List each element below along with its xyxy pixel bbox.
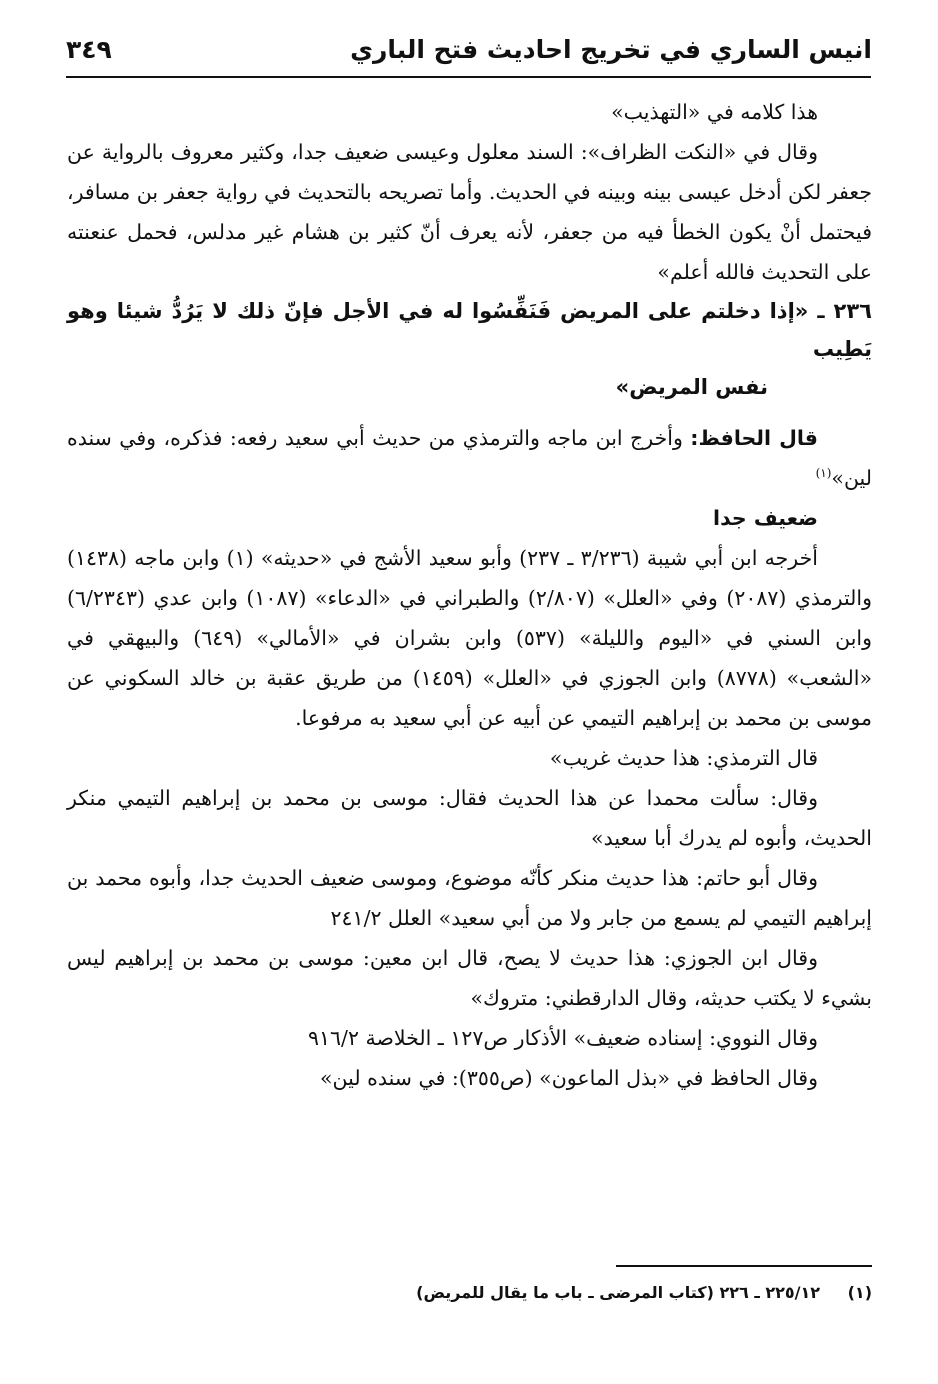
paragraph-hafiz bbox=[67, 418, 872, 498]
hafiz-label: قال الحافظ: bbox=[690, 426, 818, 450]
footnote-reference: (١) bbox=[815, 466, 832, 481]
footnote bbox=[67, 1280, 872, 1306]
hadith-number: ٢٣٦ ـ bbox=[817, 299, 872, 323]
paragraph-nawawi: وقال النووي: إسناده ضعيف» الأذكار ص١٢٧ ـ الخلاصة ٩١٦/٢ bbox=[308, 1026, 818, 1050]
header-divider bbox=[66, 76, 871, 78]
footnote-divider bbox=[616, 1265, 872, 1267]
paragraph-ibn-jawzi: وقال ابن الجوزي: هذا حديث لا يصح، قال ابن معين: موسى بن محمد بن إبراهيم ليس بشيء لا يكتب حديثه، وقال الدارقطني: متروك» bbox=[67, 946, 872, 1010]
page-number: ٣٤٩ bbox=[66, 35, 112, 64]
paragraph-bukhari-opinion: وقال: سألت محمدا عن هذا الحديث فقال: موسى بن محمد بن إبراهيم التيمي منكر الحديث، وأبوه لم يدرك أبا سعيد» bbox=[67, 786, 872, 850]
paragraph-nukat-quote: وقال في «النكت الظراف»: السند معلول وعيسى ضعيف جدا، وكثير معروف بالرواية عن جعفر لكن أدخل عيسى بينه وبينه في الحديث. وأما تصريحه بالتحديث في رواية جعفر بن مسافر، فيحتمل أنْ يكون الخطأ فيه من جعفر، لأنه يعرف أنّ كثير بن هشام غير مدلس، فحمل عنعنته على التحديث فالله أعلم» bbox=[67, 140, 872, 284]
hadith-line-2: نفس المريض» bbox=[615, 375, 768, 399]
hadith-text bbox=[67, 292, 872, 406]
paragraph-tirmidhi: قال الترمذي: هذا حديث غريب» bbox=[549, 746, 818, 770]
hafiz-text: وأخرج ابن ماجه والترمذي من حديث أبي سعيد رفعه: فذكره، وفي سنده لين» bbox=[67, 426, 872, 490]
footnote-number: (١) bbox=[847, 1283, 872, 1302]
paragraph-takhrij: أخرجه ابن أبي شيبة (٣/٢٣٦ ـ ٢٣٧) وأبو سعيد الأشج في «حديثه» (١) وابن ماجه (١٤٣٨) والترمذي (٢٠٨٧) وفي «العلل» (٢/٨٠٧) والطبراني في «الدعاء» (١٠٨٧) وابن عدي (٦/٢٣٤٣) وابن السني في «اليوم والليلة» (٥٣٧) وابن بشران في «الأمالي» (٦٤٩) والبيهقي في «الشعب» (٨٧٧٨) وابن الجوزي في «العلل» (١٤٥٩) من طريق عقبة بن خالد السكوني عن موسى بن محمد بن إبراهيم التيمي عن أبيه عن أبي سعيد به مرفوعا. bbox=[67, 546, 872, 730]
running-header-title: انيس الساري في تخريج احاديث فتح الباري bbox=[350, 35, 872, 64]
hadith-grade: ضعيف جدا bbox=[713, 506, 818, 530]
paragraph-abu-hatim: وقال أبو حاتم: هذا حديث منكر كأنّه موضوع، وموسى ضعيف الحديث جدا، وأبوه محمد بن إبراهيم التيمي لم يسمع من جابر ولا من أبي سعيد» العلل ٢٤١/٢ bbox=[67, 866, 872, 930]
paragraph-hafiz-badhl: وقال الحافظ في «بذل الماعون» (ص٣٥٥): في سنده لين» bbox=[320, 1066, 818, 1090]
paragraph-tahdhib-note: هذا كلامه في «التهذيب» bbox=[611, 100, 818, 124]
footnote-text: ٢٢٥/١٢ ـ ٢٢٦ (كتاب المرضى ـ باب ما يقال للمريض) bbox=[416, 1283, 821, 1302]
hadith-line-1: «إذا دخلتم على المريض فَنَفِّسُوا له في الأجل فإنّ ذلك لا يَرُدُّ شيئا وهو يَطِيب bbox=[67, 299, 872, 361]
page-body bbox=[67, 92, 872, 1098]
